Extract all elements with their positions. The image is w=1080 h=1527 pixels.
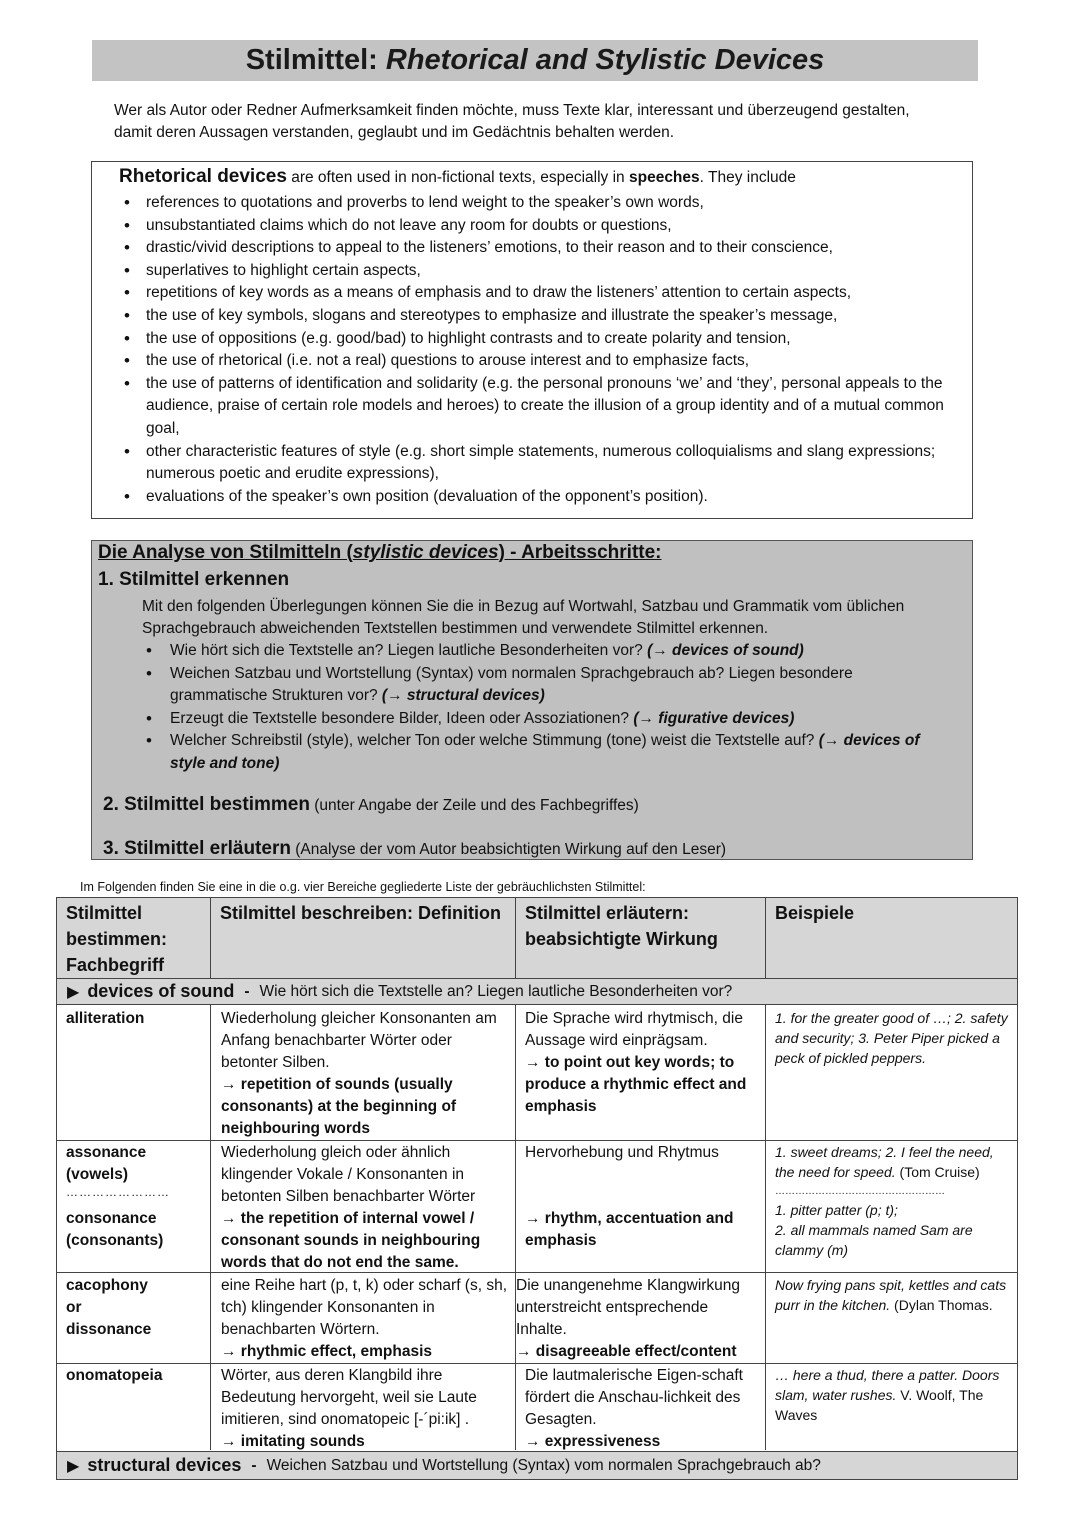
rhetorical-lead-text: are often used in non-fictional texts, especially in xyxy=(286,169,629,186)
definition-en: → repetition of sounds (usually consonants) at the beginning of neighbouring words xyxy=(221,1076,457,1137)
row-divider xyxy=(57,1363,1017,1364)
example-text: 1. pitter patter (p; t); xyxy=(775,1202,898,1218)
effect-de: Die Sprache wird rhytmisch, die Aussage wird einprägsam. xyxy=(525,1010,743,1049)
step-3-title: 3. Stilmittel erläutern xyxy=(103,838,291,859)
effect-cell xyxy=(516,1275,761,1363)
step-3 xyxy=(103,838,726,860)
section-dash: - xyxy=(244,982,250,1000)
effect-en: → rhythm, accentuation and emphasis xyxy=(525,1210,734,1249)
analysis-steps-box xyxy=(91,540,973,860)
term-alliteration: alliteration xyxy=(66,1010,145,1027)
column-divider xyxy=(515,1005,516,1450)
effect-cell xyxy=(525,1008,761,1118)
analysis-heading-b: ) - Arbeitsschritte: xyxy=(498,542,662,563)
analysis-heading xyxy=(98,542,662,564)
triangle-right-icon: ▶ xyxy=(67,1457,80,1475)
question-tag: (→ devices of style and tone) xyxy=(170,732,920,772)
question-text: Erzeugt die Textstelle besondere Bilder, Ideen oder Assoziationen? xyxy=(170,709,634,727)
example-cell: 1. for the greater good of …; 2. safety and security; 3. Peter Piper picked a peck of pickled peppers. xyxy=(775,1010,1008,1066)
section-name: structural devices xyxy=(87,1455,242,1475)
question-item xyxy=(146,640,946,663)
definition-cell xyxy=(221,1275,511,1363)
example-source: (Tom Cruise) xyxy=(895,1164,980,1180)
definition-cell xyxy=(221,1142,511,1274)
list-item: • evaluations of the speaker’s own position (devaluation of the opponent’s position). xyxy=(124,486,964,509)
devices-table xyxy=(56,897,1018,1480)
definition-de: eine Reihe hart (p, t, k) oder scharf (s, sh, tch) klingender Konsonanten in benachbarten Wörtern. xyxy=(221,1277,508,1338)
question-item xyxy=(146,663,946,708)
definition-cell xyxy=(221,1008,511,1140)
step-2-note: (unter Angabe der Zeile und des Fachbegriffes) xyxy=(309,797,639,814)
column-divider xyxy=(210,1005,211,1450)
question-text: Welcher Schreibstil (style), welcher Ton oder welche Stimmung (tone) weist die Textstelle auf? xyxy=(170,732,819,750)
term-cacophony: cacophony or dissonance xyxy=(66,1277,152,1338)
effect-de: Hervorhebung und Rhytmus xyxy=(525,1144,719,1161)
header-examples: Beispiele xyxy=(766,898,1017,978)
rhetorical-lead xyxy=(119,166,796,188)
column-divider xyxy=(515,898,516,978)
list-item: • the use of rhetorical (i.e. not a real) questions to arouse interest and to emphasize facts, xyxy=(124,350,964,373)
title-bar xyxy=(92,40,978,81)
list-item: • repetitions of key words as a means of emphasis and to draw the listeners’ attention to certain aspects, xyxy=(124,282,964,305)
question-tag: (→ devices of sound) xyxy=(647,642,804,659)
definition-en: → imitating sounds xyxy=(221,1433,365,1450)
effect-cell xyxy=(525,1365,755,1453)
step-2 xyxy=(103,794,639,816)
effect-de: Die unangenehme Klangwirkung unterstreicht entsprechende Inhalte. xyxy=(516,1277,741,1338)
row-divider xyxy=(57,1272,1017,1273)
effect-de: Die lautmalerische Eigen-schaft fördert die Anschau-lichkeit des Gesagten. xyxy=(525,1367,743,1428)
section-devices-of-sound xyxy=(57,979,1017,1004)
rhetorical-lead-title: Rhetorical devices xyxy=(119,166,287,187)
step-1-title: 1. Stilmittel erkennen xyxy=(98,569,290,590)
analysis-heading-a: Die Analyse von Stilmitteln ( xyxy=(98,542,353,563)
question-text: Weichen Satzbau und Wortstellung (Syntax) vom normalen Sprachgebrauch ab? Liegen besondere grammatische Strukturen vor? xyxy=(170,664,853,705)
definition-en: → the repetition of internal vowel / consonant sounds in neighbouring words that do not end the same. xyxy=(221,1210,481,1271)
rhetorical-devices-box xyxy=(91,161,973,519)
row-divider xyxy=(57,1140,1017,1141)
column-divider xyxy=(765,898,766,978)
list-note: Im Folgenden finden Sie eine in die o.g. vier Bereiche gegliederte Liste der gebräuchlichsten Stilmittel: xyxy=(80,880,646,894)
column-divider xyxy=(210,898,211,978)
definition-de: Wiederholung gleicher Konsonanten am Anfang benachbarter Wörter oder betonter Silben. xyxy=(221,1010,497,1071)
question-item xyxy=(146,730,946,775)
example-text: Now frying pans spit, kettles and cats purr in the kitchen. xyxy=(775,1277,1007,1313)
example-text: 1. sweet dreams; 2. I feel the need, the need for speed. xyxy=(775,1144,994,1180)
example-source: (Dylan Thomas. xyxy=(890,1297,993,1313)
example-cell xyxy=(775,1365,1011,1425)
section-name: devices of sound xyxy=(87,981,235,1001)
term-onomatopeia: onomatopeia xyxy=(66,1367,163,1384)
list-item: • the use of key symbols, slogans and stereotypes to emphasize and illustrate the speaker’s message, xyxy=(124,305,964,328)
question-item xyxy=(146,708,946,731)
rhetorical-lead-end: . They include xyxy=(699,169,796,186)
intro-text: Wer als Autor oder Redner Aufmerksamkeit finden möchte, muss Texte klar, interessant und überzeugend gestalten, damit deren Aussagen verstanden, geglaubt und im Gedächtnis behalten werden. xyxy=(114,102,910,141)
example-separator: …………………………………………… xyxy=(775,1186,945,1197)
term-consonance: consonance (consonants) xyxy=(66,1210,164,1249)
example-text: 2. all mammals named Sam are clammy (m) xyxy=(775,1222,973,1258)
section-structural-devices xyxy=(57,1452,1017,1479)
question-tag: (→ structural devices) xyxy=(381,687,545,705)
list-item: • unsubstantiated claims which do not leave any room for doubts or questions, xyxy=(124,215,964,238)
effect-en: → expressiveness xyxy=(525,1433,661,1450)
list-item: • the use of oppositions (e.g. good/bad) to highlight contrasts and to create polarity and tension, xyxy=(124,328,964,351)
triangle-right-icon: ▶ xyxy=(67,983,80,1001)
example-text: … here a thud, there a patter. Doors slam, water rushes. xyxy=(775,1367,1000,1403)
list-item: • other characteristic features of style (e.g. short simple statements, numerous colloquialisms and slang expressions; numerous poetic and erudite expressions), xyxy=(124,441,964,486)
definition-de: Wiederholung gleich oder ähnlich klingender Vokale / Konsonanten in betonten Silben benachbarter Wörter xyxy=(221,1144,476,1205)
page-title xyxy=(246,44,825,77)
column-divider xyxy=(765,1005,766,1450)
effect-en: → to point out key words; to produce a rhythmic effect and emphasis xyxy=(525,1054,747,1115)
row-divider xyxy=(57,1004,1017,1005)
list-item: • drastic/vivid descriptions to appeal to the listeners’ emotions, to their reason and to their conscience, xyxy=(124,237,964,260)
example-cell xyxy=(775,1142,1011,1182)
definition-de: Wörter, aus deren Klangbild ihre Bedeutung hervorgeht, weil sie Laute imitieren, sind onomatopeic [-´pi:ik] . xyxy=(221,1367,477,1428)
section-dash: - xyxy=(251,1456,257,1474)
title-italic: Rhetorical and Stylistic Devices xyxy=(385,44,825,76)
section-question: Wie hört sich die Textstelle an? Liegen lautliche Besonderheiten vor? xyxy=(259,982,733,1000)
question-text: Wie hört sich die Textstelle an? Liegen lautliche Besonderheiten vor? xyxy=(170,642,648,659)
term-assonance: assonance (vowels) xyxy=(66,1144,147,1183)
title-prefix: Stilmittel: xyxy=(245,44,386,76)
rhetorical-list xyxy=(124,192,964,508)
analysis-question-list xyxy=(146,640,946,776)
header-definition: Stilmittel beschreiben: Definition xyxy=(211,898,516,978)
effect-en: → disagreeable effect/content xyxy=(516,1343,737,1360)
list-item: • superlatives to highlight certain aspects, xyxy=(124,260,964,283)
analysis-heading-italic: stylistic devices xyxy=(352,542,499,563)
example-source: V. Woolf, The Waves xyxy=(775,1387,984,1423)
list-item: • the use of patterns of identification and solidarity (e.g. the personal pronouns ‘we’ and ‘they’, personal appeals to the audience, praise of certain role models and heroes) to create the illusion of a group identity and of a mutual common goal, xyxy=(124,373,964,441)
step-2-title: 2. Stilmittel bestimmen xyxy=(103,794,310,815)
rhetorical-lead-speeches: speeches xyxy=(628,169,700,186)
definition-en: → rhythmic effect, emphasis xyxy=(221,1343,433,1360)
question-tag: (→ figurative devices) xyxy=(633,709,795,727)
step-1-text: Mit den folgenden Überlegungen können Sie die in Bezug auf Wortwahl, Satzbau und Grammatik vom üblichen Sprachgebrauch abweichenden Textstellen bestimmen und verwendete Stilmittel erkennen. xyxy=(142,598,905,637)
example-cell xyxy=(775,1275,1011,1315)
step-3-note: (Analyse der vom Autor beabsichtigten Wirkung auf den Leser) xyxy=(290,841,727,858)
definition-cell xyxy=(221,1365,511,1453)
header-effect: Stilmittel erläutern: beabsichtigte Wirkung xyxy=(516,898,766,978)
section-question: Weichen Satzbau und Wortstellung (Syntax) vom normalen Sprachgebrauch ab? xyxy=(266,1456,821,1474)
list-item: • references to quotations and proverbs to lend weight to the speaker’s own words, xyxy=(124,192,964,215)
header-term: Stilmittel bestimmen: Fachbegriff xyxy=(57,898,211,978)
term-separator: …………………… xyxy=(66,1185,170,1199)
